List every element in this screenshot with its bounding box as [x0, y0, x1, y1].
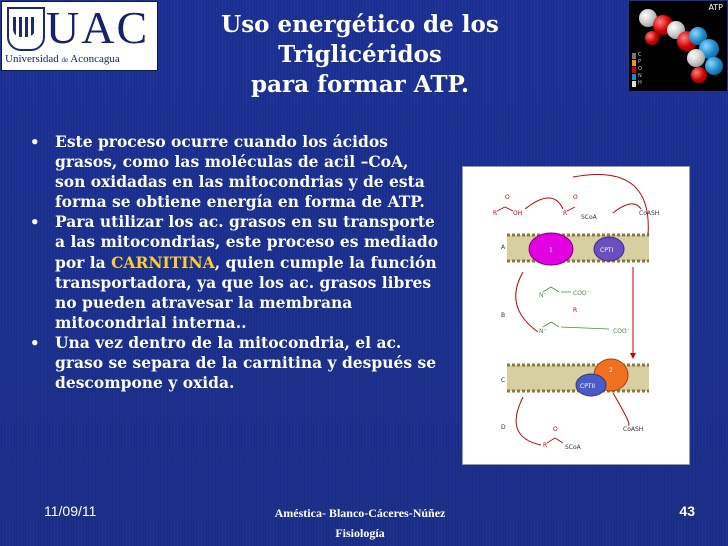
- title-line-3: para formar ATP.: [251, 71, 469, 98]
- bullet-text: Para utilizar los ac. grasos en su transporte a las mitocondrias, este proceso es mediado por la: [55, 212, 439, 272]
- row-label-a: A: [501, 244, 506, 251]
- footer-authors-line2: Fisiología: [335, 526, 385, 540]
- legend-c: C: [638, 52, 642, 58]
- title-line-2: Triglicéridos: [278, 41, 442, 68]
- bullet-item: [30, 333, 440, 393]
- row-label-d: D: [501, 424, 506, 431]
- svg-text:N⁺: N⁺: [539, 328, 547, 335]
- enzyme-2-label: 2: [609, 367, 613, 374]
- legend-n: N: [638, 73, 642, 79]
- page-number: 43: [679, 503, 695, 519]
- label-coash-bottom: CoASH: [623, 426, 644, 433]
- legend-p: P: [638, 59, 642, 65]
- svg-text:N⁺: N⁺: [539, 292, 547, 299]
- label-scoa-top: SCoA: [581, 214, 597, 221]
- footer-date: 11/09/11: [44, 503, 97, 519]
- label-scoa-bottom: SCoA: [565, 444, 581, 451]
- logo-subtitle: [5, 53, 155, 65]
- label-o-top2: O: [573, 194, 578, 201]
- label-r-b: R: [573, 307, 578, 314]
- label-coo1: COO⁻: [573, 290, 590, 297]
- crest-icon: [7, 7, 45, 51]
- atp-molecule-image: [629, 1, 727, 91]
- label-r1: R: [493, 210, 498, 217]
- logo-subtitle-left: Universidad: [5, 53, 59, 65]
- label-oh: OH: [513, 210, 523, 217]
- bullet-list: [30, 132, 440, 393]
- bullet-text: Una vez dentro de la mitocondria, el ac. graso se separa de la carnitina y después se descompone y oxida.: [55, 332, 437, 393]
- outer-membrane: [507, 235, 649, 261]
- label-r-d: R: [543, 442, 548, 449]
- label-o-top1: O: [505, 194, 510, 201]
- cpt1-label: CPTI: [600, 247, 614, 254]
- label-o-bottom: O: [553, 426, 558, 433]
- legend-h: H: [638, 80, 642, 86]
- legend-o: O: [638, 66, 642, 72]
- carnitine-shuttle-diagram: [462, 166, 690, 465]
- atp-label: ATP: [708, 3, 723, 12]
- university-logo: [1, 1, 158, 71]
- logo-subtitle-de: de: [61, 56, 69, 64]
- cpt2-label: CPTII: [580, 383, 596, 390]
- svg-text:R: R: [563, 210, 568, 217]
- footer-authors-line1: Améstica- Blanco-Cáceres-Núñez: [274, 506, 446, 520]
- carnitina-highlight: CARNITINA: [111, 252, 215, 272]
- enzyme-1-label: 1: [549, 247, 553, 254]
- label-coo2: COO⁻: [613, 328, 630, 335]
- slide-title: [215, 10, 505, 100]
- footer-authors: [235, 503, 485, 543]
- title-line-1: Uso energético de los: [221, 11, 499, 38]
- bullet-text: Este proceso ocurre cuando los ácidos grasos, como las moléculas de acil –CoA, son oxidadas en las mitocondrias y de esta forma se obtiene energía en forma de ATP.: [55, 132, 425, 212]
- row-label-c: C: [501, 377, 506, 384]
- logo-subtitle-right: Aconcagua: [70, 53, 120, 65]
- logo-letters: UAC: [46, 2, 150, 53]
- row-label-b: B: [501, 312, 506, 319]
- label-coash-top: CoASH: [639, 210, 660, 217]
- bullet-text: , quien cumple la función transportadora, ya que los ac. grasos libres no pueden atravesar la membrana mitocondrial interna..: [55, 252, 437, 332]
- bullet-item: [30, 132, 440, 212]
- bullet-item: [30, 212, 440, 333]
